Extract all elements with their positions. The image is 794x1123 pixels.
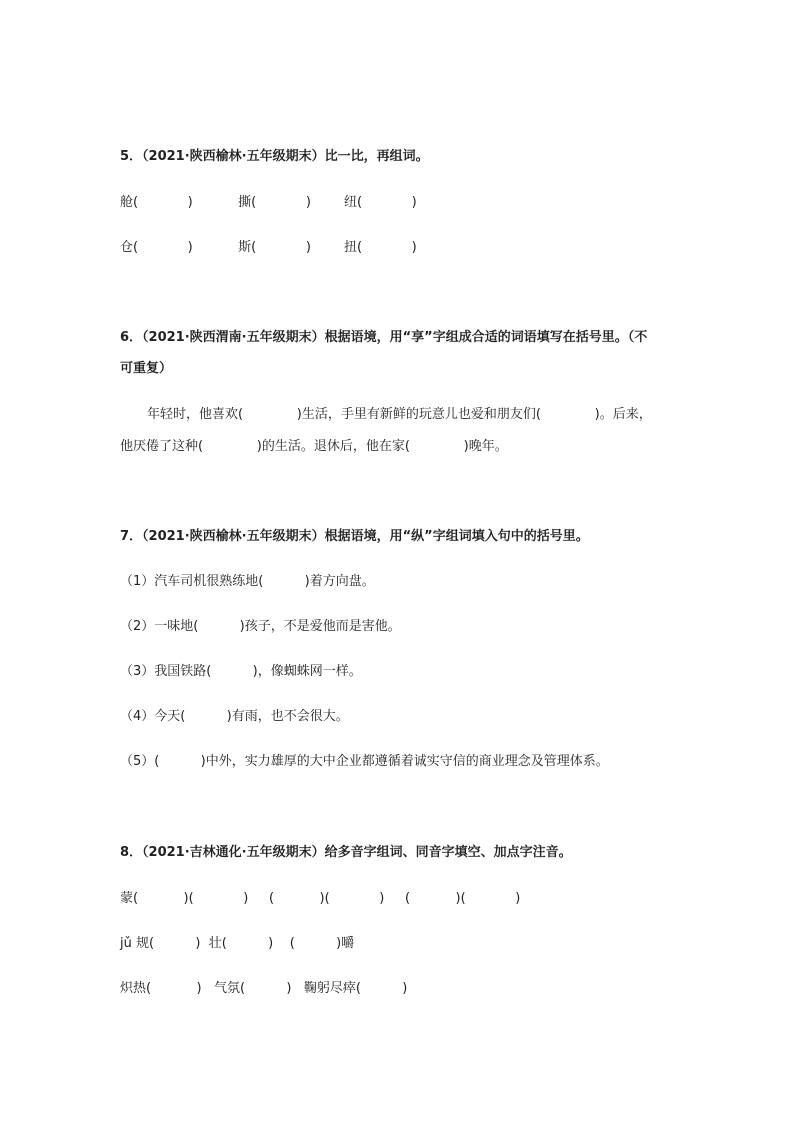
question-6-title-line-2: 可重复） — [120, 361, 173, 376]
question-8-title: 8．（2021·吉林通化·五年级期末）给多音字组词、同音字填空、加点字注音。 — [120, 845, 572, 860]
question-8-row-1: 蒙( )( ) ( )( ) ( )( ) — [120, 891, 521, 906]
question-5-row-1: 舱( ) 撕( ) 纽( ) — [120, 195, 417, 210]
question-7-item-4: （4）今天( )有雨，也不会很大。 — [120, 709, 349, 724]
question-6-body-line-1: 年轻时，他喜欢( )生活，手里有新鲜的玩意儿也爱和朋友们( )。后来， — [147, 407, 652, 422]
question-8-row-2: jǔ 规( ) 壮( ) ( )嚼 — [120, 936, 355, 951]
question-7-item-3: （3）我国铁路( )，像蜘蛛网一样。 — [120, 664, 362, 679]
question-7-item-1: （1）汽车司机很熟练地( )着方向盘。 — [120, 574, 375, 589]
question-7-item-2: （2）一味地( )孩子，不是爱他而是害他。 — [120, 619, 401, 634]
question-7-title: 7．（2021·陕西榆林·五年级期末）根据语境，用“纵”字组词填入句中的括号里。 — [120, 529, 589, 544]
question-5-title: 5．（2021·陕西榆林·五年级期末）比一比，再组词。 — [120, 149, 429, 164]
question-7-item-5: （5）( )中外，实力雄厚的大中企业都遵循着诚实守信的商业理念及管理体系。 — [120, 754, 609, 769]
question-6-title-line-1: 6．（2021·陕西渭南·五年级期末）根据语境，用“享”字组成合适的词语填写在括号里。（不 — [120, 330, 648, 345]
question-5-row-2: 仓( ) 斯( ) 扭( ) — [120, 240, 417, 255]
question-8-row-3: 炽热( ) 气氛( ) 鞠躬尽瘁( ) — [120, 981, 408, 996]
question-6-body-line-2: 他厌倦了这种( )的生活。退休后，他在家( )晚年。 — [120, 439, 508, 454]
